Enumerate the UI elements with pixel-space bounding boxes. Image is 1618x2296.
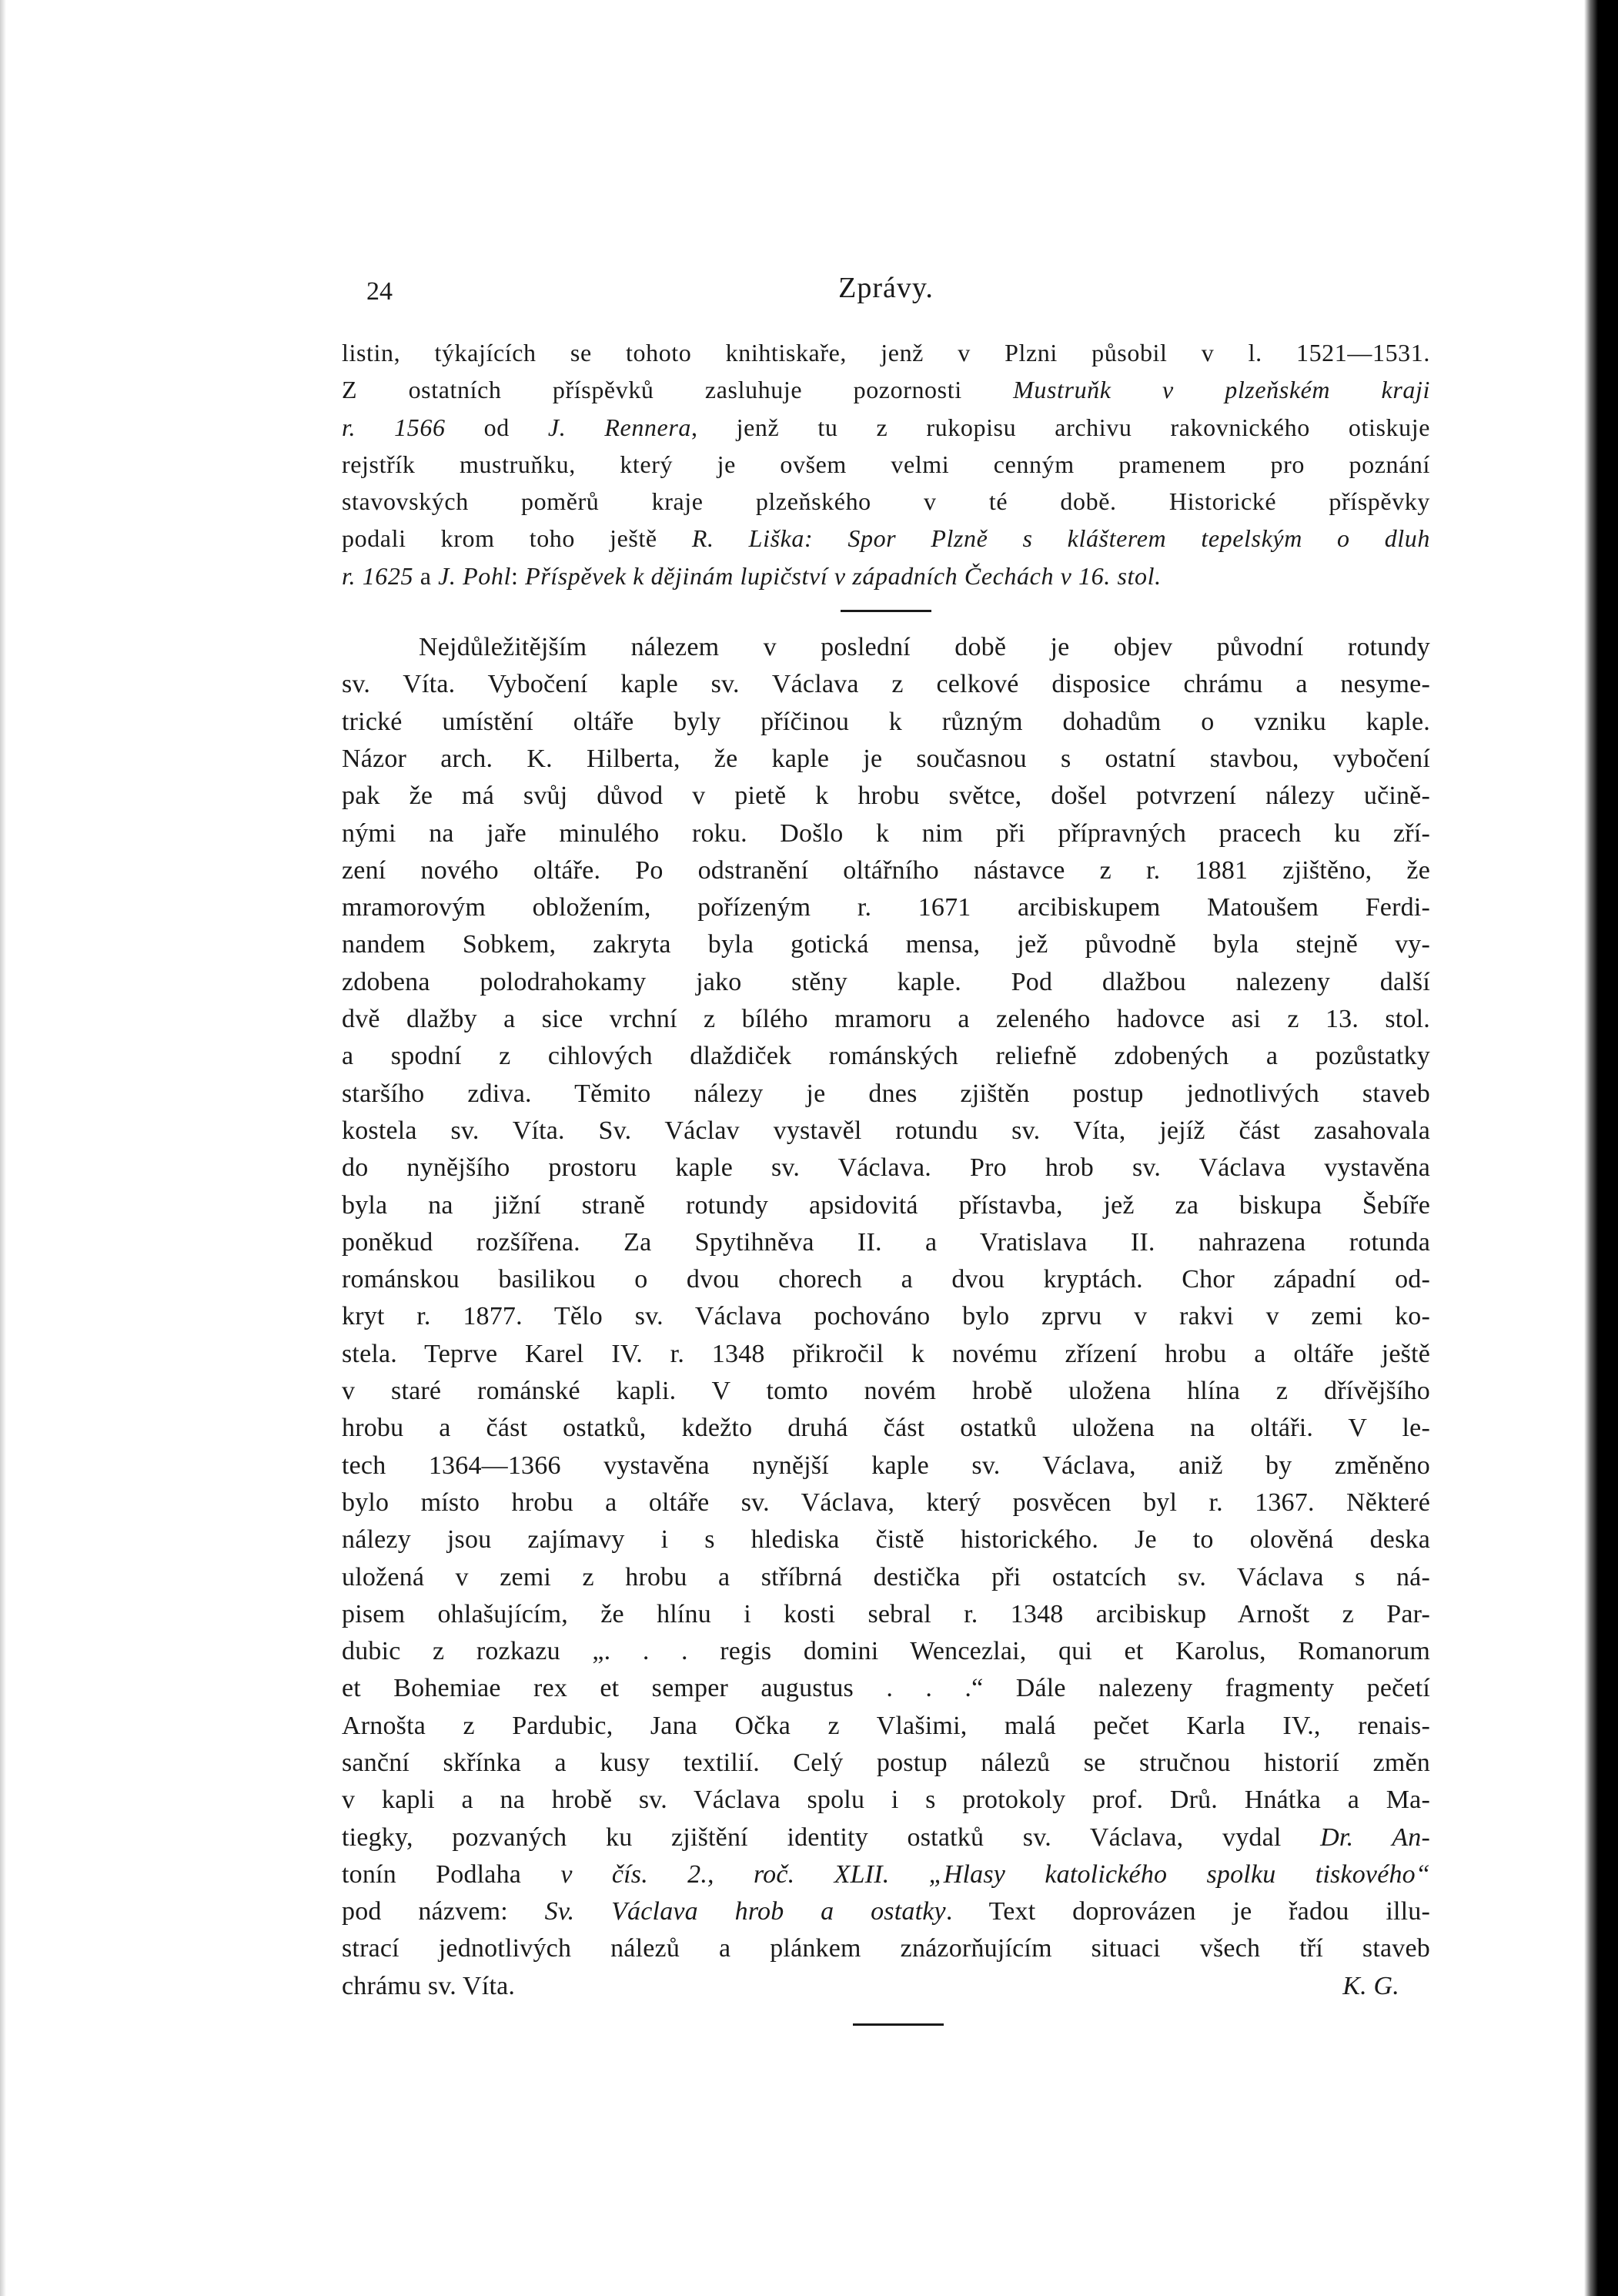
text-line: trické umístění oltáře byly příčinou k různým dohadům o vzniku kaple. (342, 707, 1430, 736)
signature: K. G. (1342, 1971, 1399, 2000)
text-line: kryt r. 1877. Tělo sv. Václava pochováno bylo zprvu v rakvi v zemi ko- (342, 1302, 1430, 1331)
text-line: zení nového oltáře. Po odstranění oltářního nástavce z r. 1881 zjištěno, že (342, 855, 1430, 885)
text-line: listin, týkajících se tohoto knihtiskaře, jenž v Plzni působil v l. 1521—1531. (342, 339, 1430, 366)
text-line: zdobena polodrahokamy jako stěny kaple. Pod dlažbou nalezeny další (342, 967, 1430, 996)
text-line: pod názvem: Sv. Václava hrob a ostatky. Text doprovázen je řadou illu- (342, 1897, 1430, 1926)
closing-line (342, 1968, 1430, 2005)
text-line: stavovských poměrů kraje plzeňského v té době. Historické příspěvky (342, 487, 1430, 516)
text-line: sv. Víta. Vybočení kaple sv. Václava z celkové disposice chrámu a nesyme- (342, 670, 1430, 699)
text-line: a spodní z cihlových dlaždiček románských reliefně zdobených a pozůstatky (342, 1042, 1430, 1071)
text-line: nandem Sobkem, zakryta byla gotická mensa, jež původně byla stejně vy- (342, 930, 1430, 959)
text-line: v staré románské kapli. V tomto novém hrobě uložena hlína z dřívějšího (342, 1377, 1430, 1406)
paragraph-1 (342, 334, 1430, 594)
text-line: nálezy jsou zajímavy i s hlediska čistě historického. Je to olověná deska (342, 1525, 1430, 1555)
scan-edge-left (0, 0, 6, 2296)
text-line: r. 1566 od J. Rennera, jenž tu z rukopisu archivu rakovnického otiskuje (342, 413, 1431, 441)
text-line: mramorovým obložením, pořízeným r. 1671 arcibiskupem Matoušem Ferdi- (342, 893, 1430, 922)
page-number: 24 (366, 277, 393, 306)
text-line: tech 1364—1366 vystavěna nynější kaple sv. Václava, aniž by změněno (342, 1451, 1430, 1480)
running-title: Zprávy. (838, 272, 934, 304)
text-line: stela. Teprve Karel IV. r. 1348 přikročil k novému zřízení hrobu a oltáře ještě (342, 1339, 1430, 1368)
text-line: pisem ohlašujícím, že hlínu i kosti sebral r. 1348 arcibiskup Arnošt z Par- (342, 1599, 1430, 1628)
text-line: Nejdůležitějším nálezem v poslední době je objev původní rotundy (419, 633, 1430, 662)
paragraph-2 (342, 629, 1430, 1968)
text-line: staršího zdiva. Těmito nálezy je dnes zjištěn postup jednotlivých staveb (342, 1079, 1430, 1108)
text-line: r. 1625 a J. Pohl: Příspěvek k dějinám lupičství v západních Čechách v 16. stol. (342, 561, 1162, 590)
text-line: et Bohemiae rex et semper augustus . . .“ Dále nalezeny fragmenty pečetí (342, 1674, 1430, 1703)
text-line: podali krom toho ještě R. Liška: Spor Plzně s klášterem tepelským o dluh (342, 524, 1430, 553)
end-divider (853, 2023, 944, 2026)
text-line: bylo místo hrobu a oltáře sv. Václava, který posvěcen byl r. 1367. Některé (342, 1488, 1430, 1517)
text-line: nými na jaře minulého roku. Došlo k nim při přípravných pracech ku zří- (342, 818, 1430, 848)
scan-edge-right (1584, 0, 1618, 2296)
text-line: uložená v zemi z hrobu a stříbrná destička při ostatcích sv. Václava s ná- (342, 1562, 1430, 1591)
document-page (342, 271, 1430, 2026)
text-line: Z ostatních příspěvků zasluhuje pozornosti Mustruňk v plzeňském kraji (342, 376, 1430, 404)
text-line: tiegky, pozvaných ku zjištění identity ostatků sv. Václava, vydal Dr. An- (342, 1822, 1430, 1852)
text-line: Názor arch. K. Hilberta, že kaple je současnou s ostatní stavbou, vybočení (342, 744, 1430, 773)
text-line: hrobu a část ostatků, kdežto druhá část ostatků uložena na oltáři. V le- (342, 1414, 1430, 1443)
text-line: tonín Podlaha v čís. 2., roč. XLII. „Hlasy katolického spolku tiskového“ (342, 1859, 1430, 1889)
text-line: rejstřík mustruňku, který je ovšem velmi cenným pramenem pro poznání (342, 450, 1430, 478)
text-line: dubic z rozkazu „. . . regis domini Wencezlai, qui et Karolus, Romanorum (342, 1637, 1430, 1666)
text-line: pak že má svůj důvod v pietě k hrobu světce, došel potvrzení nálezy učině- (342, 782, 1430, 811)
text-line: románskou basilikou o dvou chorech a dvou kryptách. Chor západní od- (342, 1265, 1430, 1294)
text-line: Arnošta z Pardubic, Jana Očka z Vlašimi, malá pečet Karla IV., renais- (342, 1711, 1430, 1740)
text-line (342, 1968, 1430, 2005)
text-line: v kapli a na hrobě sv. Václava spolu i s protokoly prof. Drů. Hnátka a Ma- (342, 1786, 1430, 1815)
running-head (342, 271, 1430, 317)
last-line-text: chrámu sv. Víta. (342, 1971, 516, 2000)
text-line: strací jednotlivých nálezů a plánkem znázorňujícím situaci všech tří staveb (342, 1934, 1430, 1963)
text-line: byla na jižní straně rotundy apsidovitá přístavba, jež za biskupa Šebíře (342, 1190, 1430, 1220)
section-divider (841, 610, 931, 612)
text-line: dvě dlažby a sice vrchní z bílého mramoru a zeleného hadovce asi z 13. stol. (342, 1005, 1430, 1034)
text-line: kostela sv. Víta. Sv. Václav vystavěl rotundu sv. Víta, jejíž část zasahovala (342, 1116, 1430, 1145)
text-line: sanční skřínka a kusy textilií. Celý postup nálezů se stručnou historií změn (342, 1748, 1430, 1777)
text-line: do nynějšího prostoru kaple sv. Václava. Pro hrob sv. Václava vystavěna (342, 1153, 1430, 1183)
text-line: poněkud rozšířena. Za Spytihněva II. a Vratislava II. nahrazena rotunda (342, 1227, 1430, 1257)
